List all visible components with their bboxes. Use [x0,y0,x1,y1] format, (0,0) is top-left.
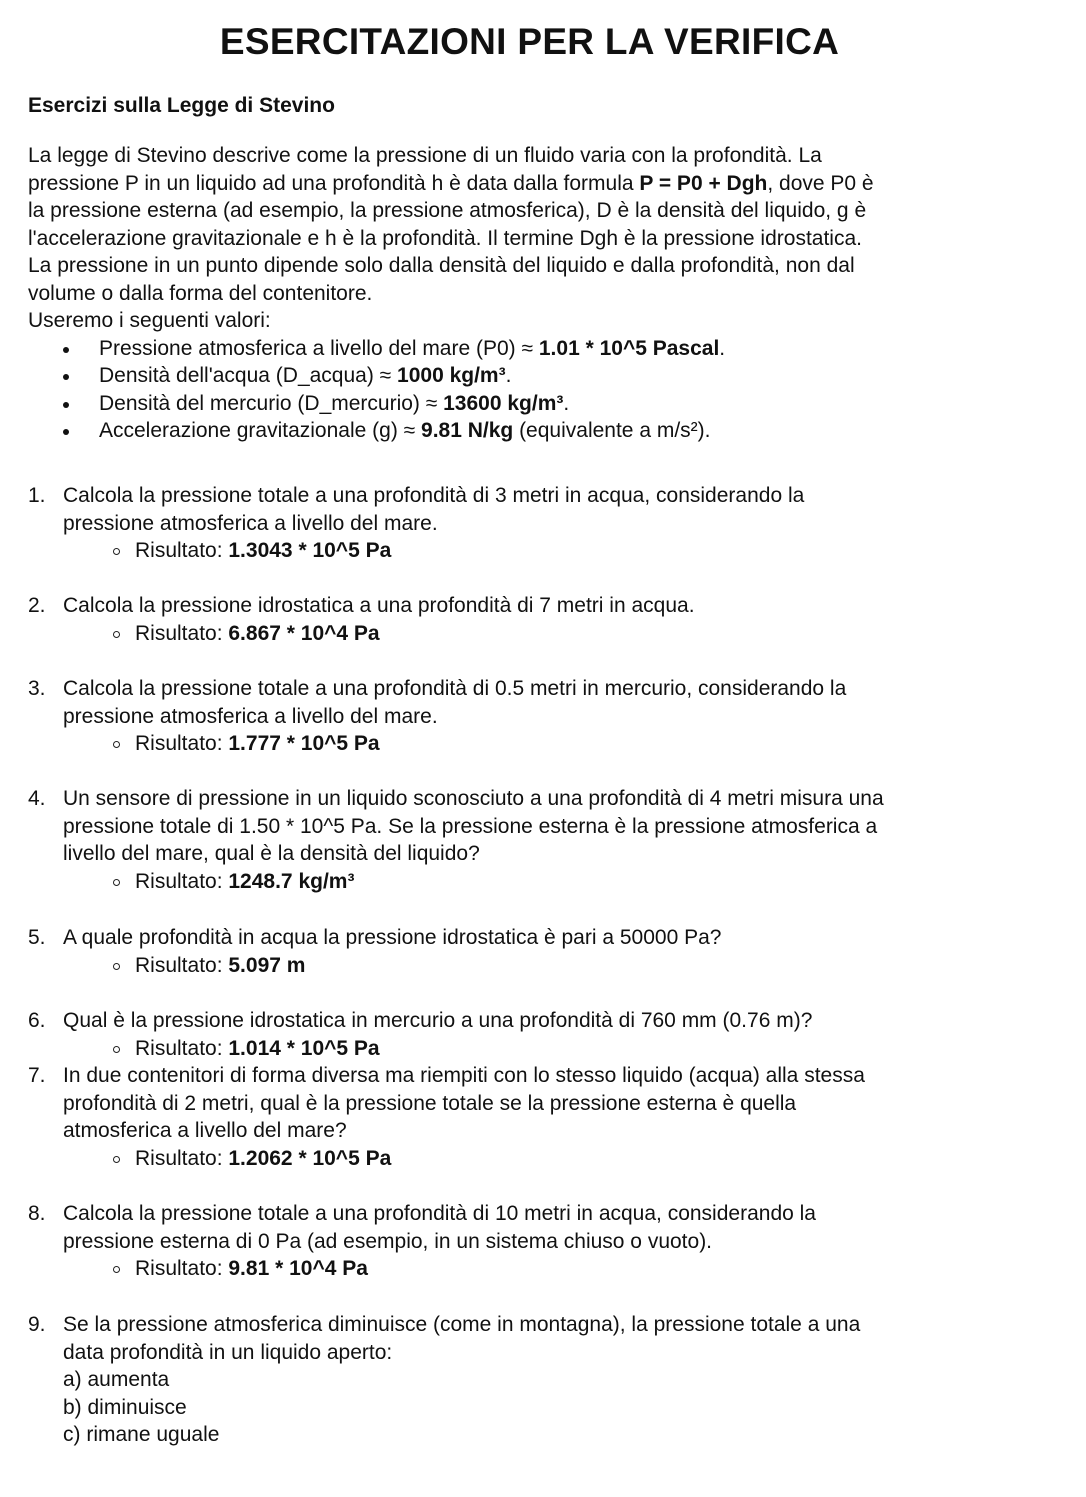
answer-option: b) diminuisce [63,1395,187,1419]
exercise-question: 5. A quale profondità in acqua la pressione idrostatica è pari a 50000 Pa? [28,924,993,952]
value-item: Densità dell'acqua (D_acqua) ≈ 1000 kg/m³. [28,362,991,390]
section-subtitle: Esercizi sulla Legge di Stevino [28,94,335,117]
exercise-question: 1. Calcola la pressione totale a una profondità di 3 metri in acqua, considerando la pressione atmosferica a livello del mare. [28,484,805,535]
exercise-number: 4. [28,787,46,810]
intro-line: volume o dalla forma del contenitore. [28,281,373,305]
exercise-3 [28,675,993,758]
exercise-question: 9. Se la pressione atmosferica diminuisce (come in montagna), la pressione totale a una data profondità in un liquido aperto: [28,1313,861,1364]
exercise-number: 6. [28,1009,46,1032]
exercise-number: 3. [28,677,46,700]
intro-line: La pressione in un punto dipende solo dalla densità del liquido e dalla profondità, non dal [28,254,855,277]
exercise-6 [28,1007,993,1062]
exercise-result: Risultato: 1.3043 * 10^5 Pa [28,537,993,565]
intro-paragraph [28,142,993,307]
exercise-result: Risultato: 1248.7 kg/m³ [28,868,993,896]
intro-line: la pressione esterna (ad esempio, la pressione atmosferica), D è la densità del liquido, g è [28,199,867,222]
exercise-4 [28,785,993,895]
exercise-1 [28,482,993,565]
formula: P = P0 + Dgh [639,171,768,195]
page-title: ESERCITAZIONI PER LA VERIFICA [219,21,840,62]
exercise-question: 4. Un sensore di pressione in un liquido sconosciuto a una profondità di 4 metri misura una pressione totale di 1.50 * 10^5 Pa. Se la pressione esterna è la pressione atmosferica a livello del mare, qual è la densità del liquido? [28,787,884,865]
exercise-8 [28,1200,993,1283]
exercise-number: 2. [28,594,46,617]
values-intro: Useremo i seguenti valori: [28,309,271,332]
exercise-question: 2. Calcola la pressione idrostatica a una profondità di 7 metri in acqua. [28,592,993,620]
exercise-number: 7. [28,1064,46,1087]
exercise-number: 1. [28,484,46,507]
exercise-result: Risultato: 9.81 * 10^4 Pa [28,1255,993,1283]
exercise-result: Risultato: 6.867 * 10^4 Pa [28,620,993,648]
exercise-question: 6. Qual è la pressione idrostatica in mercurio a una profondità di 760 mm (0.76 m)? [28,1007,993,1035]
exercise-result: Risultato: 5.097 m [28,952,993,980]
intro-line: pressione P in un liquido ad una profondità h è data dalla formula P = P0 + Dgh, dove P0 è [28,171,874,195]
value-item: Accelerazione gravitazionale (g) ≈ 9.81 N/kg (equivalente a m/s²). [28,417,991,445]
exercise-2 [28,592,993,647]
exercise-7 [28,1062,993,1172]
exercise-number: 5. [28,926,46,949]
exercise-result: Risultato: 1.777 * 10^5 Pa [28,730,993,758]
exercise-question: 3. Calcola la pressione totale a una profondità di 0.5 metri in mercurio, considerando la pressione atmosferica a livello del mare. [28,677,847,728]
exercise-number: 9. [28,1313,46,1336]
value-item: Pressione atmosferica a livello del mare (P0) ≈ 1.01 * 10^5 Pascal. [28,335,991,363]
intro-line: l'accelerazione gravitazionale e h è la profondità. Il termine Dgh è la pressione idrostatica. [28,226,862,250]
intro-line: La legge di Stevino descrive come la pressione di un fluido varia con la profondità. La [28,144,822,167]
exercise-question: 8. Calcola la pressione totale a una profondità di 10 metri in acqua, considerando la pressione esterna di 0 Pa (ad esempio, in un sistema chiuso o vuoto). [28,1202,816,1253]
answer-option: c) rimane uguale [63,1423,220,1446]
exercise-number: 8. [28,1202,46,1225]
exercise-5 [28,924,993,979]
exercise-result: Risultato: 1.2062 * 10^5 Pa [28,1145,993,1173]
exercise-result: Risultato: 1.014 * 10^5 Pa [28,1035,993,1063]
exercise-question: 7. In due contenitori di forma diversa ma riempiti con lo stesso liquido (acqua) alla stessa profondità di 2 metri, qual è la pressione totale se la pressione esterna è quella atmosferica a livello del mare? [28,1064,865,1142]
answer-option: a) aumenta [63,1368,170,1391]
values-list [28,335,991,445]
exercise-9 [28,1311,993,1449]
value-item: Densità del mercurio (D_mercurio) ≈ 13600 kg/m³. [28,390,991,418]
